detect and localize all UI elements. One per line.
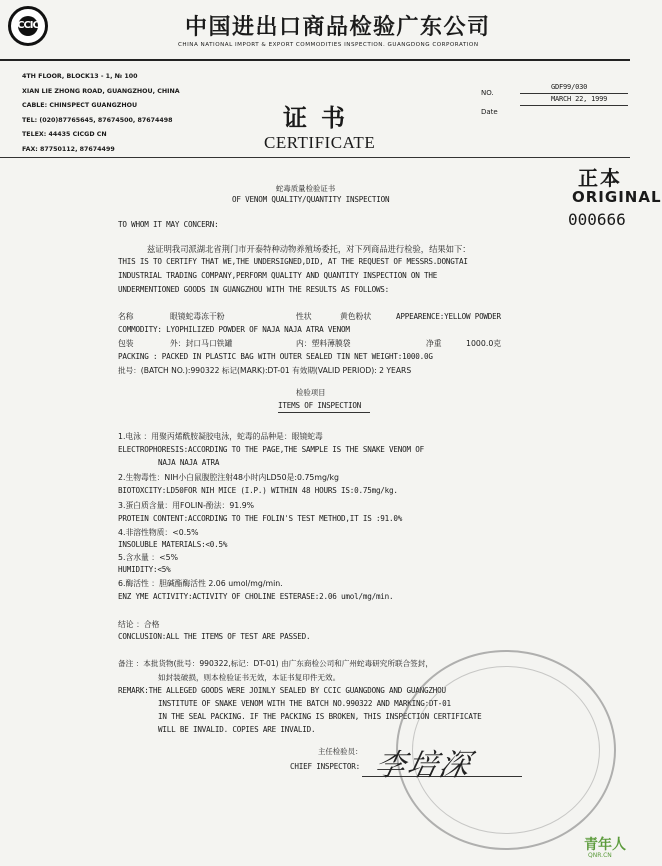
ccic-logo: [8, 6, 48, 46]
pack-inner-cn: 内：塑料薄膜袋: [296, 339, 351, 348]
item2-cn: 2.生物毒性：NIH小白鼠腹腔注射48小时内LD50是:0.75mg/kg: [118, 473, 339, 482]
address-line: XIAN LIE ZHONG ROAD, GUANGZHOU, CHINA: [22, 87, 180, 95]
header-bottom-rule: [0, 157, 630, 158]
company-title-en: CHINA NATIONAL IMPORT & EXPORT COMMODITIES INSPECTION. GUANGDONG CORPORATION: [178, 42, 479, 48]
inspector-label-en: CHIEF INSPECTOR:: [290, 762, 360, 771]
packing-en: PACKING : PACKED IN PLASTIC BAG WITH OUTER SEALED TIN NET WEIGHT:1000.0G: [118, 352, 433, 361]
conclusion-cn: 结论 ：合格: [118, 620, 160, 629]
net-value-cn: 1000.0克: [466, 339, 502, 348]
no-underline: [520, 93, 628, 94]
company-title-cn: 中国进出口商品检验广东公司: [185, 15, 491, 40]
watermark-cn: 青年人: [584, 837, 626, 853]
no-label: NO.: [481, 89, 494, 97]
trait-value-cn: 黄色粉状: [340, 312, 372, 321]
intro-en-line: UNDERMENTIONED GOODS IN GUANGZHOU WITH THE RESULTS AS FOLLOWS:: [118, 285, 390, 294]
intro-cn: 兹证明我司派湖北省荆门市开泰特种动物养殖场委托，对下列商品进行检验，结果如下：: [147, 244, 471, 254]
certificate-number: GDF99/030: [551, 83, 588, 91]
items-title-underline: [278, 412, 370, 413]
address-line: CABLE: CHINSPECT GUANGZHOU: [22, 102, 138, 109]
company-address: [22, 70, 180, 157]
remark-en: WILL BE INVALID. COPIES ARE INVALID.: [158, 725, 316, 734]
remark-cn: 如封装破损，则本检验证书无效，本证书复印件无效。: [158, 673, 341, 682]
original-stamp-cn: 正本: [578, 166, 622, 190]
item1-cn: 1.电泳 ：用聚丙烯酰胺凝胶电泳，蛇毒的品种是：眼镜蛇毒: [118, 432, 323, 441]
logo-text: CCIC: [17, 20, 39, 31]
item5-en: HUMIDITY:<5%: [118, 565, 171, 574]
name-label-cn: 名称: [118, 312, 134, 321]
inspector-signature: 李培深: [371, 748, 475, 783]
serial-number: 000666: [568, 210, 626, 229]
commodity-en: COMMODITY: LYOPHILIZED POWDER OF NAJA NAJA ATRA VENOM: [118, 325, 350, 334]
certificate-title-cn: 证书: [283, 104, 359, 132]
pack-label-cn: 包装: [118, 339, 134, 348]
address-line: 4TH FLOOR, BLOCK13 - 1, № 100: [22, 73, 138, 80]
item6-en: ENZ YME ACTIVITY:ACTIVITY OF CHOLINE ESTERASE:2.06 umol/mg/min.: [118, 592, 394, 601]
item3-cn: 3.蛋白质含量：用FOLIN-酚法：91.9%: [118, 501, 255, 510]
doc-title-cn: 蛇毒质量检验证书: [276, 184, 336, 193]
items-title-en: ITEMS OF INSPECTION: [278, 401, 362, 410]
appearance-en: APPEARENCE:YELLOW POWDER: [396, 312, 501, 321]
address-line: TELEX: 44435 CICGD CN: [22, 131, 107, 138]
pack-outer-cn: 外：封口马口铁罐: [170, 339, 233, 348]
address-line: TEL: (020)87765645, 87674500, 87674498: [22, 116, 173, 124]
item4-en: INSOLUBLE MATERIALS:<0.5%: [118, 540, 228, 549]
salutation: TO WHOM IT MAY CONCERN:: [118, 220, 219, 229]
item5-cn: 5.含水量 ：<5%: [118, 553, 179, 562]
inspector-label-cn: 主任检验员：: [318, 747, 363, 756]
item6-cn: 6.酶活性 ：胆碱酯酶活性 2.06 umol/mg/min.: [118, 579, 283, 588]
remark-cn: 备注 ：本批货物(批号：990322,标记：DT-01) 由广东商检公司和广州蛇毒研究所联合签封，: [118, 659, 433, 668]
item1-en: NAJA NAJA ATRA: [158, 458, 220, 467]
certificate-date: MARCH 22, 1999: [551, 95, 608, 103]
watermark-en: QNR.CN: [588, 852, 612, 859]
item3-en: PROTEIN CONTENT:ACCORDING TO THE FOLIN'S TEST METHOD,IT IS :91.0%: [118, 514, 403, 523]
item1-en: ELECTROPHORESIS:ACCORDING TO THE PAGE,THE SAMPLE IS THE SNAKE VENOM OF: [118, 445, 425, 454]
item4-cn: 4.非溶性物质：<0.5%: [118, 528, 199, 537]
intro-en-line: INDUSTRIAL TRADING COMPANY,PERFORM QUALITY AND QUANTITY INSPECTION ON THE: [118, 271, 438, 280]
remark-en: INSTITUTE OF SNAKE VENOM WITH THE BATCH NO.990322 AND MARKING:DT-01: [158, 699, 451, 708]
conclusion-en: CONCLUSION:ALL THE ITEMS OF TEST ARE PASSED.: [118, 632, 311, 641]
date-underline: [520, 105, 628, 106]
item2-en: BIOTOXCITY:LD50FOR NIH MICE (I.P.) WITHIN 48 HOURS IS:0.75mg/kg.: [118, 486, 398, 495]
intro-en-line: THIS IS TO CERTIFY THAT WE,THE UNDERSIGNED,DID, AT THE REQUEST OF MESSRS.DONGTAI: [118, 257, 468, 266]
trait-label-cn: 性状: [296, 312, 312, 321]
original-stamp-en: ORIGINAL: [572, 188, 662, 206]
net-label-cn: 净重: [426, 339, 442, 348]
certificate-title-en: CERTIFICATE: [264, 133, 376, 152]
address-line: FAX: 87750112, 87674499: [22, 145, 115, 153]
items-title-cn: 检验项目: [296, 388, 326, 397]
remark-en: REMARK:THE ALLEGED GOODS WERE JOINLY SEALED BY CCIC GUANGDONG AND GUANGZHOU: [118, 686, 446, 695]
remark-en: IN THE SEAL PACKING. IF THE PACKING IS BROKEN, THIS INSPECTION CERTIFICATE: [158, 712, 482, 721]
doc-title-en: OF VENOM QUALITY/QUANTITY INSPECTION: [232, 195, 390, 204]
date-label: Date: [481, 108, 498, 116]
name-value-cn: 眼镜蛇毒冻干粉: [170, 312, 225, 321]
batch-line: 批号：(BATCH NO.):990322 标记(MARK):DT-01 有效期(VALID PERIOD): 2 YEARS: [118, 366, 412, 375]
header-rule: [0, 59, 630, 61]
